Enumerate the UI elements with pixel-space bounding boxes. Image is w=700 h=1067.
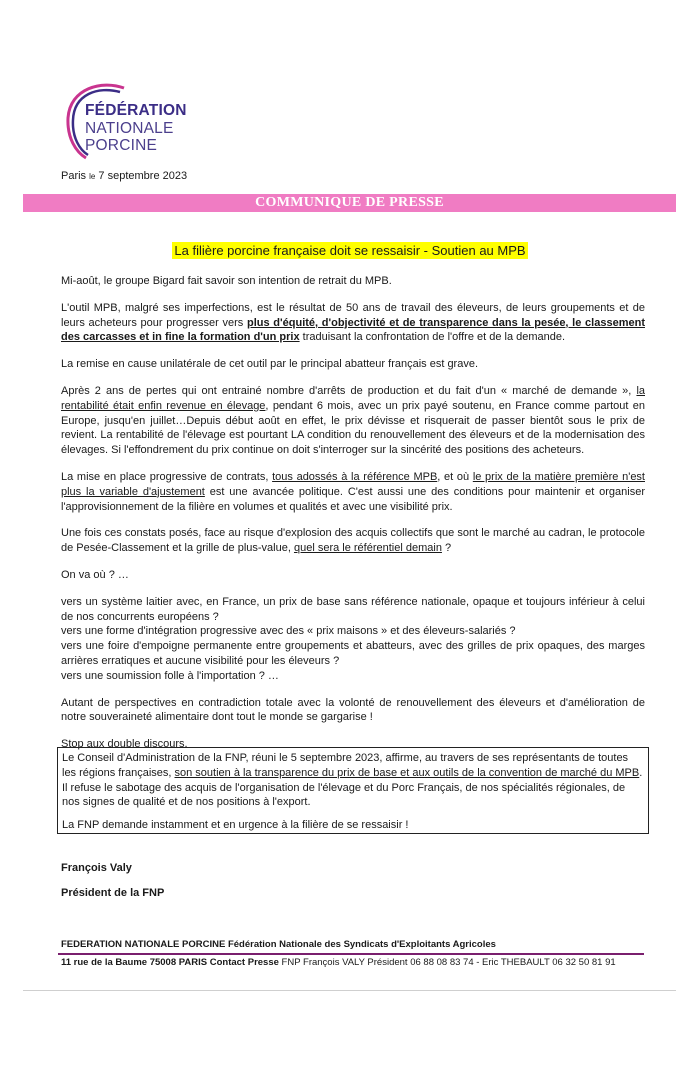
p5-emphasis-1: tous adossés à la référence MPB bbox=[272, 470, 438, 483]
footer-contact bbox=[61, 957, 616, 968]
p6-emphasis: quel sera le référentiel demain bbox=[293, 542, 442, 555]
p5-text-a: La mise en place progressive de contrats, bbox=[61, 470, 273, 483]
paragraph-3: La remise en cause unilatérale de cet outil par le principal abatteur français est grave. bbox=[61, 358, 479, 371]
page-bottom-rule bbox=[23, 990, 676, 991]
paragraph-9: Stop aux double discours. bbox=[61, 738, 188, 751]
list-item: vers une soumission folle à l'importation ? … bbox=[61, 669, 279, 682]
document-title: La filière porcine française doit se ressaisir - Soutien au MPB bbox=[174, 243, 526, 258]
title-wrap bbox=[0, 242, 700, 260]
date-day: 7 septembre 2023 bbox=[98, 170, 188, 182]
body-text bbox=[61, 274, 645, 764]
list-item: vers une foire d'empoigne permanente entre groupements et abatteurs, avec des grilles de prix opaques, des marges arrières erratiques et aucune visibilité pour les éleveurs ? bbox=[61, 640, 645, 667]
footer-rule bbox=[58, 953, 644, 955]
date-city: Paris bbox=[61, 170, 87, 182]
paragraph-7: On va où ? … bbox=[61, 568, 129, 581]
footer-address: 11 rue de la Baume 75008 PARIS Contact Presse bbox=[61, 957, 279, 968]
document-date bbox=[61, 170, 187, 182]
paragraph-4 bbox=[61, 384, 645, 458]
box-paragraph-3: La FNP demande instamment et en urgence à la filière de se ressaisir ! bbox=[62, 819, 409, 832]
footer-phones: FNP François VALY Président 06 88 08 83 74 - Eric THEBAULT 06 32 50 81 91 bbox=[278, 957, 616, 968]
list-item: vers une forme d'intégration progressive avec des « prix maisons » et des éleveurs-salariés ? bbox=[61, 625, 516, 638]
p4-text-a: Après 2 ans de pertes qui ont entrainé nombre d'arrêts de production et du fait d'un « marché de demande », bbox=[61, 384, 637, 397]
p5-text-c: , et où bbox=[437, 470, 473, 483]
box-text-c: . bbox=[639, 766, 643, 779]
p6-text-a: Une fois ces constats posés, face au risque d'explosion des acquis collectifs que sont le marché au cadran, le protocole de Pesée-Classement et la grille de plus-value, bbox=[61, 527, 645, 555]
paragraph-5 bbox=[61, 470, 645, 514]
box-emphasis: son soutien à la transparence du prix de base et aux outils de la convention de marché du MPB bbox=[174, 766, 640, 779]
board-statement-box bbox=[57, 747, 649, 834]
paragraph-8: Autant de perspectives en contradiction totale avec la volonté de renouvellement des éleveurs et d'amélioration de notre souveraineté alimentaire dont tout le monde se gargarise ! bbox=[61, 696, 645, 724]
paragraph-1: Mi-août, le groupe Bigard fait savoir son intention de retrait du MPB. bbox=[61, 275, 392, 287]
logo-line-nationale: NATIONALE bbox=[85, 119, 174, 137]
logo-line-federation: FÉDÉRATION bbox=[85, 102, 187, 119]
paragraph-6 bbox=[61, 526, 645, 556]
logo-line-porcine: PORCINE bbox=[85, 137, 158, 154]
press-release-banner: COMMUNIQUE DE PRESSE bbox=[23, 194, 676, 212]
signature-name: François Valy bbox=[61, 862, 132, 874]
list-item: vers un système laitier avec, en France, un prix de base sans référence nationale, opaque et toujours inférieur à celui de nos concurrents européens ? bbox=[61, 595, 645, 623]
p2-text-c: traduisant la confrontation de l'offre et de la demande. bbox=[299, 331, 566, 344]
box-paragraph-2: Il refuse le sabotage des acquis de l'organisation de l'élevage et du Porc Français, de nos spécialités régionales, de nos signes de qualité et de nos positions à l'export. bbox=[62, 781, 626, 809]
signature-role: Président de la FNP bbox=[61, 887, 165, 899]
p5-emphasis-2: le prix de la matière première n'est plus la variable d'ajustement bbox=[61, 470, 645, 498]
p5-text-e: est une avancée politique. C'est aussi une des conditions pour maintenir et organiser l'approvisionnement de la filière en volumes et qualités et avec une visibilité prix. bbox=[61, 485, 645, 513]
box-text-a: Le Conseil d'Administration de la FNP, réuni le 5 septembre 2023, affirme, au travers de ses représentants de toutes les régions françaises, bbox=[62, 752, 629, 779]
fnp-logo bbox=[62, 80, 192, 160]
date-le: le bbox=[89, 172, 96, 181]
p4-text-c: pendant 6 mois, avec un prix payé soutenu, en France comme partout en Europe, jusqu'en juillet…Depuis début août en effet, le prix dévisse et risquerait de passer bientôt sous le prix de revient. La rentabilité de l'élevage est pourtant LA condition du renouvellement des éleveurs et de la modernisation des élevages. Si l'effondrement du prix continue on doit s'interroger sur la sincérité des positions des acheteurs. bbox=[61, 399, 646, 457]
p4-emphasis: la rentabilité était enfin revenue en élevage, bbox=[61, 384, 645, 412]
box-paragraph-1 bbox=[62, 751, 644, 781]
logo-text bbox=[85, 102, 187, 155]
p6-text-c: ? bbox=[441, 542, 452, 555]
paragraph-2 bbox=[61, 301, 645, 345]
p2-emphasis: plus d'équité, d'objectivité et de transparence dans la pesée, le classement des carcasses et in fine la formation d'un prix bbox=[61, 316, 645, 344]
p2-text-a: L'outil MPB, malgré ses imperfections, est le résultat de 50 ans de travail des éleveurs, de leurs groupements et de leurs acheteurs pour progresser vers bbox=[61, 301, 645, 329]
footer-organization: FEDERATION NATIONALE PORCINE Fédération Nationale des Syndicats d'Exploitants Agricoles bbox=[61, 939, 496, 950]
